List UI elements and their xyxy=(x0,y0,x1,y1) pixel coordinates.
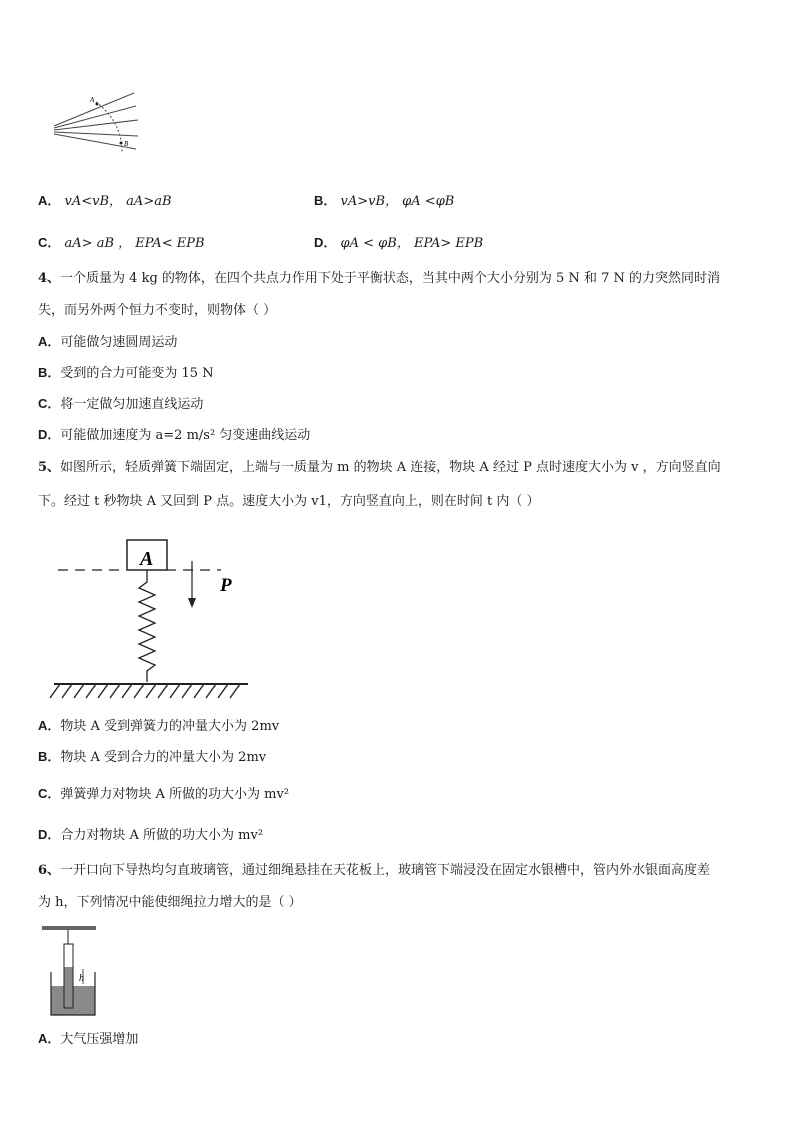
ground-hatch xyxy=(50,684,240,698)
q4-number: 4、 xyxy=(38,271,61,286)
q3-option-a[interactable]: A． vA<vB， aA>aB xyxy=(38,193,172,209)
spring-block-figure xyxy=(46,536,256,706)
q3-option-b-text: vA>vB， φA <φB xyxy=(340,194,455,209)
q4-option-c[interactable]: C．将一定做匀加速直线运动 xyxy=(38,396,204,412)
velocity-arrowhead xyxy=(188,598,196,608)
q5-option-a[interactable]: A．物块 A 受到弹簧力的冲量大小为 2mv xyxy=(38,718,280,734)
q4-stem-line2: 失，而另外两个恒力不变时，则物体（ ） xyxy=(38,303,277,318)
q5-stem-line2: 下。经过 t 秒物块 A 又回到 P 点。速度大小为 v1，方向竖直向上，则在时间 t 内（ ） xyxy=(38,494,540,509)
height-label: h xyxy=(79,973,84,984)
q5-number: 5、 xyxy=(38,460,61,475)
q6-number: 6、 xyxy=(38,863,61,878)
q3-option-c-text: aA> aB ， EPA< EPB xyxy=(64,236,205,251)
point-b-label: B xyxy=(124,140,129,148)
field-line xyxy=(54,132,138,136)
field-lines-figure xyxy=(50,90,145,160)
spring xyxy=(139,570,155,682)
point-b-dot xyxy=(120,142,123,145)
q3-option-d-text: φA < φB， EPA> EPB xyxy=(340,236,484,251)
point-a-label: A xyxy=(90,96,95,104)
tube-trough-figure xyxy=(38,926,100,1020)
q5-option-c[interactable]: C．弹簧弹力对物块 A 所做的功大小为 mv² xyxy=(38,786,290,802)
q4-stem-line1: 4、一个质量为 4 kg 的物体，在四个共点力作用下处于平衡状态，当其中两个大小分别为 5 N 和 7 N 的力突然同时消 xyxy=(38,271,721,286)
q5-option-d[interactable]: D．合力对物块 A 所做的功大小为 mv² xyxy=(38,827,264,843)
point-p-label: P xyxy=(220,575,232,596)
q6-option-a[interactable]: A．大气压强增加 xyxy=(38,1031,139,1047)
ceiling xyxy=(42,926,96,930)
q6-stem-line1: 6、一开口向下导热均匀直玻璃管，通过细绳悬挂在天花板上，玻璃管下端浸没在固定水银槽中，管内外水银面高度差 xyxy=(38,863,711,878)
q5-option-b[interactable]: B．物块 A 受到合力的冲量大小为 2mv xyxy=(38,749,267,765)
q3-option-c[interactable]: C． aA> aB ， EPA< EPB xyxy=(38,235,205,251)
q5-stem-line1: 5、如图所示，轻质弹簧下端固定，上端与一质量为 m 的物块 A 连接，物块 A 经过 P 点时速度大小为 v ，方向竖直向 xyxy=(38,460,721,475)
q3-option-b[interactable]: B． vA>vB， φA <φB xyxy=(314,193,455,209)
block-a-label: A xyxy=(140,548,154,570)
q4-option-b[interactable]: B．受到的合力可能变为 15 N xyxy=(38,365,214,381)
q6-stem-line2: 为 h，下列情况中能使细绳拉力增大的是（ ） xyxy=(38,895,302,910)
point-a-dot xyxy=(96,103,99,106)
q4-option-a[interactable]: A．可能做匀速圆周运动 xyxy=(38,334,178,350)
q4-option-d[interactable]: D．可能做加速度为 a=2 m/s² 匀变速曲线运动 xyxy=(38,427,311,443)
q3-option-d[interactable]: D． φA < φB， EPA> EPB xyxy=(314,235,484,251)
q3-option-a-text: vA<vB， aA>aB xyxy=(64,194,172,209)
